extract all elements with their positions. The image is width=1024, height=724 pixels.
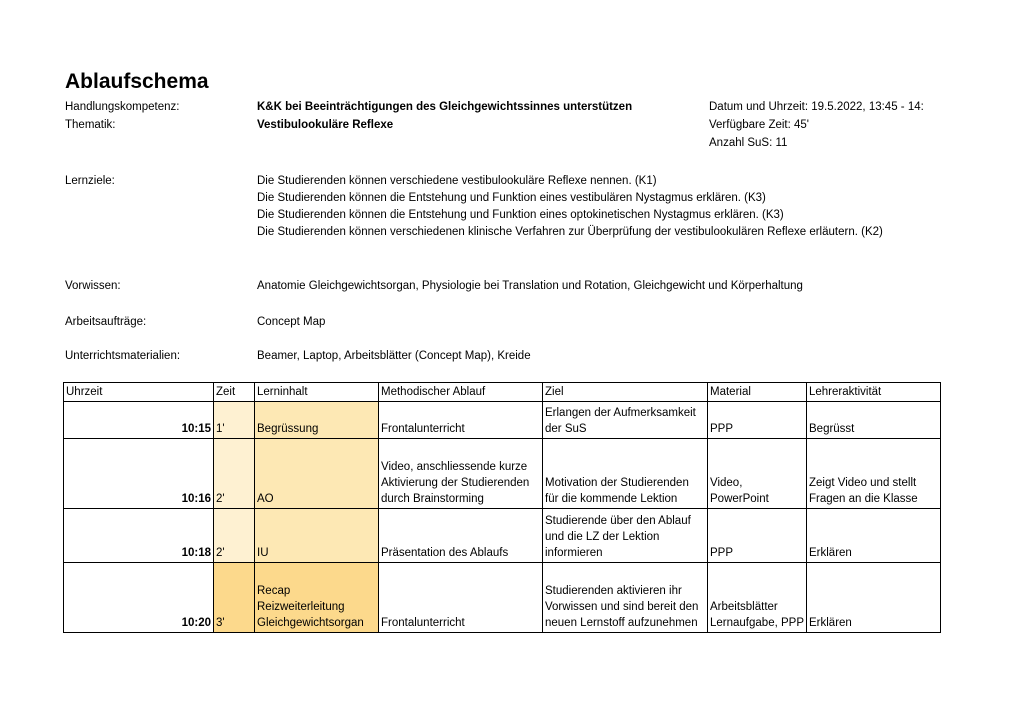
- lernziel-item: Die Studierenden können die Entstehung und Funktion eines vestibulären Nystagmus erklären. (K3): [257, 192, 766, 204]
- table-row: [64, 563, 941, 633]
- lernziel-item: Die Studierenden können verschiedenen klinische Verfahren zur Überprüfung der vestibulookulären Reflexe erläutern. (K2): [257, 226, 883, 238]
- handlungskompetenz-value: K&K bei Beeinträchtigungen des Gleichgewichtssinnes unterstützen: [257, 101, 633, 113]
- cell-lehrer: Erklären: [807, 563, 941, 633]
- column-header: Zeit: [214, 383, 255, 402]
- cell-lerninhalt: IU: [255, 509, 379, 563]
- column-header: Material: [708, 383, 807, 402]
- verfuegbare-zeit: Verfügbare Zeit: 45': [709, 119, 810, 131]
- cell-zeit: 2': [214, 509, 255, 563]
- cell-ziel: Studierende über den Ablauf und die LZ der Lektion informieren: [543, 509, 708, 563]
- cell-lerninhalt: Begrüssung: [255, 402, 379, 439]
- cell-lerninhalt: AO: [255, 439, 379, 509]
- cell-lehrer: Zeigt Video und stellt Fragen an die Klasse: [807, 439, 941, 509]
- vorwissen-value: Anatomie Gleichgewichtsorgan, Physiologie bei Translation und Rotation, Gleichgewicht und Körperhaltung: [257, 280, 803, 292]
- column-header: Methodischer Ablauf: [379, 383, 543, 402]
- vorwissen-label: Vorwissen:: [65, 280, 121, 292]
- cell-lehrer: Begrüsst: [807, 402, 941, 439]
- cell-uhrzeit: 10:18: [64, 509, 214, 563]
- cell-ablauf: Frontalunterricht: [379, 402, 543, 439]
- cell-material: Video, PowerPoint: [708, 439, 807, 509]
- cell-zeit: 1': [214, 402, 255, 439]
- handlungskompetenz-label: Handlungskompetenz:: [65, 101, 180, 113]
- table-row: [64, 439, 941, 509]
- table-row: [64, 509, 941, 563]
- cell-zeit: 3': [214, 563, 255, 633]
- cell-material: Arbeitsblätter Lernaufgabe, PPP: [708, 563, 807, 633]
- column-header: Ziel: [543, 383, 708, 402]
- cell-ablauf: Video, anschliessende kurze Aktivierung der Studierenden durch Brainstorming: [379, 439, 543, 509]
- lernziel-item: Die Studierenden können die Entstehung und Funktion eines optokinetischen Nystagmus erklären. (K3): [257, 209, 784, 221]
- datum-uhrzeit: Datum und Uhrzeit: 19.5.2022, 13:45 - 14:: [709, 101, 924, 113]
- cell-uhrzeit: 10:20: [64, 563, 214, 633]
- arbeitsauftraege-value: Concept Map: [257, 316, 326, 328]
- cell-uhrzeit: 10:16: [64, 439, 214, 509]
- cell-ablauf: Frontalunterricht: [379, 563, 543, 633]
- materialien-value: Beamer, Laptop, Arbeitsblätter (Concept Map), Kreide: [257, 350, 531, 362]
- column-header: Uhrzeit: [64, 383, 214, 402]
- column-header: Lehreraktivität: [807, 383, 941, 402]
- column-header: Lerninhalt: [255, 383, 379, 402]
- cell-ablauf: Präsentation des Ablaufs: [379, 509, 543, 563]
- arbeitsauftraege-label: Arbeitsaufträge:: [65, 316, 147, 328]
- cell-material: PPP: [708, 509, 807, 563]
- ablauf-table: [63, 382, 941, 633]
- page-title: Ablaufschema: [65, 70, 209, 93]
- thematik-label: Thematik:: [65, 119, 116, 131]
- cell-ziel: Erlangen der Aufmerksamkeit der SuS: [543, 402, 708, 439]
- lernziel-item: Die Studierenden können verschiedene vestibulookuläre Reflexe nennen. (K1): [257, 175, 657, 187]
- cell-material: PPP: [708, 402, 807, 439]
- cell-ziel: Studierenden aktivieren ihr Vorwissen und sind bereit den neuen Lernstoff aufzunehmen: [543, 563, 708, 633]
- table-header-row: [64, 383, 941, 402]
- cell-uhrzeit: 10:15: [64, 402, 214, 439]
- materialien-label: Unterrichtsmaterialien:: [65, 350, 181, 362]
- cell-lehrer: Erklären: [807, 509, 941, 563]
- lernziele-label: Lernziele:: [65, 175, 115, 187]
- thematik-value: Vestibulookuläre Reflexe: [257, 119, 394, 131]
- table-row: [64, 402, 941, 439]
- cell-zeit: 2': [214, 439, 255, 509]
- cell-lerninhalt: Recap Reizweiterleitung Gleichgewichtsorgan: [255, 563, 379, 633]
- anzahl-sus: Anzahl SuS: 11: [709, 137, 788, 149]
- cell-ziel: Motivation der Studierenden für die kommende Lektion: [543, 439, 708, 509]
